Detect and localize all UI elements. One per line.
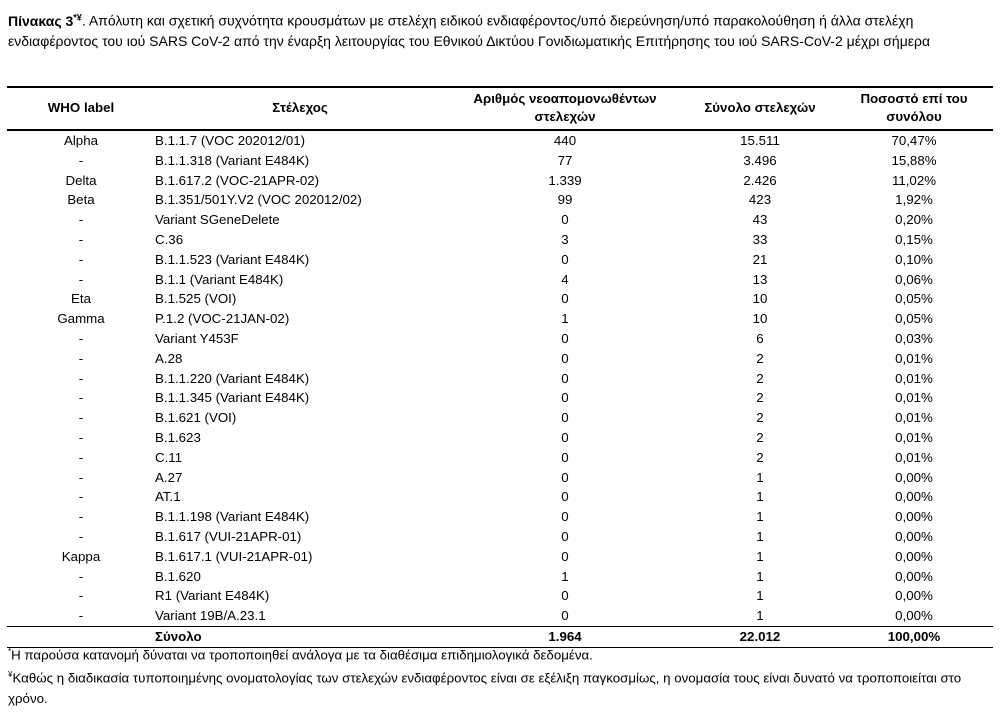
total-cell: 13: [752, 271, 768, 287]
table-row: [7, 408, 993, 428]
strain-cell: B.1.1.318 (Variant E484K): [155, 152, 310, 168]
isolated-cell: 0: [561, 410, 569, 426]
variants-table: [7, 86, 993, 648]
table-row: [7, 606, 993, 626]
total-isolated: 1.964: [445, 626, 685, 647]
header-percent: Ποσοστό επί του συνόλου: [860, 91, 968, 124]
footnote: [8, 642, 993, 665]
who-label-cell: -: [78, 469, 84, 485]
table-row: [7, 270, 993, 290]
strain-cell: B.1.621 (VOI): [155, 410, 237, 426]
who-label-cell: -: [78, 568, 84, 584]
who-label-cell: -: [78, 588, 84, 604]
isolated-cell: 0: [561, 469, 569, 485]
who-label-cell: -: [78, 410, 84, 426]
total-cell: 33: [752, 231, 768, 247]
total-cell: 10: [752, 291, 768, 307]
footnote-text: Η παρούσα κατανομή δύναται να τροποποιηθεί ανάλογα με τα διαθέσιμα επιδημιολογικά δεδομένα.: [11, 647, 593, 663]
table-row: [7, 428, 993, 448]
table-row: [7, 448, 993, 468]
total-cell: 2: [756, 410, 764, 426]
strain-cell: A.28: [155, 350, 183, 366]
isolated-cell: 0: [561, 588, 569, 604]
table-body: [7, 130, 993, 626]
isolated-cell: 1.339: [548, 172, 582, 188]
footnote: [8, 665, 993, 708]
percent-cell: 0,01%: [895, 429, 933, 445]
isolated-cell: 77: [557, 152, 573, 168]
table-row: [7, 507, 993, 527]
total-cell: 1: [756, 509, 764, 525]
strain-cell: B.1.617 (VUI-21APR-01): [155, 528, 302, 544]
table-row: [7, 329, 993, 349]
footnote-mark: *: [8, 647, 12, 656]
table-row: [7, 250, 993, 270]
total-cell: 2: [756, 449, 764, 465]
isolated-cell: 0: [561, 429, 569, 445]
table-header-row: [7, 87, 993, 130]
who-label-cell: Eta: [71, 291, 91, 307]
isolated-cell: 0: [561, 350, 569, 366]
percent-cell: 0,00%: [895, 568, 933, 584]
footnote-text: Καθώς η διαδικασία τυποποιημένης ονοματολογίας των στελεχών ενδιαφέροντος είναι σε εξέλιξη παγκοσμίως, η ονομασία τους είναι δυνατό να τροποποιείται στο χρόνο.: [8, 670, 962, 706]
table-row: [7, 171, 993, 191]
table-row: [7, 130, 993, 151]
isolated-cell: 0: [561, 489, 569, 505]
who-label-cell: -: [78, 350, 84, 366]
who-label-cell: -: [78, 608, 84, 624]
strain-cell: Variant Y453F: [155, 330, 239, 346]
total-cell: 1: [756, 568, 764, 584]
isolated-cell: 0: [561, 509, 569, 525]
table-row: [7, 230, 993, 250]
who-label-cell: Alpha: [63, 133, 98, 148]
percent-cell: 0,05%: [895, 291, 933, 307]
strain-cell: B.1.1 (Variant E484K): [155, 271, 284, 287]
percent-cell: 0,03%: [895, 330, 933, 346]
percent-cell: 0,05%: [895, 311, 933, 327]
total-total: 22.012: [685, 626, 835, 647]
strain-cell: R1 (Variant E484K): [155, 588, 270, 604]
strain-cell: B.1.351/501Y.V2 (VOC 202012/02): [155, 192, 362, 208]
isolated-cell: 1: [561, 568, 569, 584]
who-label-cell: -: [78, 528, 84, 544]
total-cell: 6: [756, 330, 764, 346]
total-cell: 2.426: [743, 172, 777, 188]
isolated-cell: 1: [561, 311, 569, 327]
isolated-cell: 0: [561, 449, 569, 465]
percent-cell: 0,01%: [895, 350, 933, 366]
total-cell: 43: [752, 212, 768, 228]
who-label-cell: -: [78, 449, 84, 465]
strain-cell: B.1.1.523 (Variant E484K): [155, 251, 310, 267]
percent-cell: 0,10%: [895, 251, 933, 267]
who-label-cell: Delta: [65, 172, 97, 188]
footnotes: [8, 642, 993, 709]
header-isolated: Αριθμός νεοαπομονωθέντων στελεχών: [473, 91, 657, 124]
who-label-cell: -: [78, 330, 84, 346]
isolated-cell: 99: [557, 192, 573, 208]
isolated-cell: 0: [561, 212, 569, 228]
who-label-cell: -: [78, 509, 84, 525]
who-label-cell: Kappa: [61, 548, 101, 564]
who-label-cell: -: [78, 429, 84, 445]
table-row: [7, 547, 993, 567]
percent-cell: 11,02%: [891, 172, 937, 188]
isolated-cell: 0: [561, 528, 569, 544]
isolated-cell: 0: [561, 330, 569, 346]
total-percent: 100,00%: [835, 626, 993, 647]
caption-label-marks: *¥: [73, 12, 82, 22]
who-label-cell: -: [78, 390, 84, 406]
strain-cell: Variant SGeneDelete: [155, 212, 280, 228]
strain-cell: B.1.623: [155, 429, 201, 445]
total-cell: 15.511: [740, 133, 780, 148]
strain-cell: B.1.1.345 (Variant E484K): [155, 390, 310, 406]
total-cell: 2: [756, 370, 764, 386]
table-row: [7, 468, 993, 488]
total-cell: 2: [756, 429, 764, 445]
percent-cell: 15,88%: [891, 152, 937, 168]
total-cell: 1: [756, 489, 764, 505]
percent-cell: 0,01%: [895, 370, 933, 386]
who-label-cell: -: [78, 231, 84, 247]
who-label-cell: -: [78, 489, 84, 505]
isolated-cell: 0: [561, 548, 569, 564]
header-who-label: WHO label: [47, 100, 115, 115]
who-label-cell: -: [78, 212, 84, 228]
isolated-cell: 3: [561, 231, 569, 247]
isolated-cell: 0: [561, 390, 569, 406]
table-row: [7, 210, 993, 230]
table-row: [7, 388, 993, 408]
table-row: [7, 151, 993, 171]
strain-cell: B.1.525 (VOI): [155, 291, 237, 307]
who-label-cell: -: [78, 370, 84, 386]
total-cell: 1: [756, 548, 764, 564]
percent-cell: 0,00%: [895, 548, 933, 564]
who-label-cell: Beta: [67, 192, 95, 208]
footnote-mark: ¥: [8, 670, 13, 680]
total-cell: 1: [756, 528, 764, 544]
total-cell: 1: [756, 608, 764, 624]
isolated-cell: 440: [553, 133, 577, 148]
table-row: [7, 527, 993, 547]
who-label-cell: -: [78, 152, 84, 168]
total-cell: 1: [756, 469, 764, 485]
total-cell: 1: [756, 588, 764, 604]
total-cell: 10: [752, 311, 768, 327]
table-row: [7, 369, 993, 389]
total-cell: 21: [752, 251, 768, 267]
percent-cell: 0,01%: [895, 449, 933, 465]
table-row: [7, 567, 993, 587]
percent-cell: 70,47%: [891, 133, 937, 148]
strain-cell: C.11: [155, 449, 183, 465]
percent-cell: 0,00%: [895, 528, 933, 544]
percent-cell: 0,06%: [895, 271, 933, 287]
caption-label: Πίνακας 3*¥: [8, 12, 82, 29]
table-row: [7, 190, 993, 210]
total-cell: 2: [756, 390, 764, 406]
percent-cell: 0,00%: [895, 588, 933, 604]
percent-cell: 0,15%: [895, 231, 933, 247]
strain-cell: C.36: [155, 231, 184, 247]
table-row: [7, 349, 993, 369]
table-row: [7, 586, 993, 606]
strain-cell: B.1.1.220 (Variant E484K): [155, 370, 310, 386]
strain-cell: Variant 19B/A.23.1: [155, 608, 266, 624]
percent-cell: 0,01%: [895, 410, 933, 426]
isolated-cell: 0: [561, 608, 569, 624]
total-label: Σύνολο: [155, 626, 445, 647]
percent-cell: 0,20%: [895, 212, 933, 228]
who-label-cell: -: [78, 251, 84, 267]
who-label-cell: Gamma: [57, 311, 105, 327]
strain-cell: B.1.620: [155, 568, 201, 584]
isolated-cell: 0: [561, 251, 569, 267]
percent-cell: 0,00%: [895, 509, 933, 525]
table-row: [7, 309, 993, 329]
who-label-cell: -: [78, 271, 84, 287]
strain-cell: B.1.1.7 (VOC 202012/01): [155, 133, 306, 148]
header-strain: Στέλεχος: [272, 100, 328, 115]
strain-cell: B.1.1.198 (Variant E484K): [155, 509, 310, 525]
percent-cell: 0,00%: [895, 489, 933, 505]
isolated-cell: 0: [561, 291, 569, 307]
total-cell: 2: [756, 350, 764, 366]
strain-cell: AT.1: [155, 489, 181, 505]
table-row: [7, 289, 993, 309]
total-cell: 423: [748, 192, 772, 208]
isolated-cell: 0: [561, 370, 569, 386]
table-caption: [8, 7, 993, 51]
total-cell: 3.496: [743, 152, 777, 168]
caption-text: . Απόλυτη και σχετική συχνότητα κρουσμάτων με στελέχη ειδικού ενδιαφέροντος/υπό διερεύνηση/υπό παρακολούθηση ή άλλα στελέχη ενδιαφέροντος του ιού SARS CoV-2 από την έναρξη λειτουργίας του Εθνικού Δικτύου Γονιδιωματικής Επιτήρησης του ιού SARS-CoV-2 μέχρι σήμερα: [8, 12, 931, 49]
strain-cell: B.1.617.1 (VUI-21APR-01): [155, 548, 313, 564]
strain-cell: B.1.617.2 (VOC-21APR-02): [155, 172, 320, 188]
percent-cell: 0,00%: [895, 469, 933, 485]
isolated-cell: 4: [561, 271, 569, 287]
header-total: Σύνολο στελεχών: [704, 100, 816, 115]
table-row: [7, 487, 993, 507]
percent-cell: 1,92%: [895, 192, 933, 208]
strain-cell: P.1.2 (VOC-21JAN-02): [155, 311, 290, 327]
strain-cell: A.27: [155, 469, 183, 485]
percent-cell: 0,01%: [895, 390, 933, 406]
percent-cell: 0,00%: [895, 608, 933, 624]
